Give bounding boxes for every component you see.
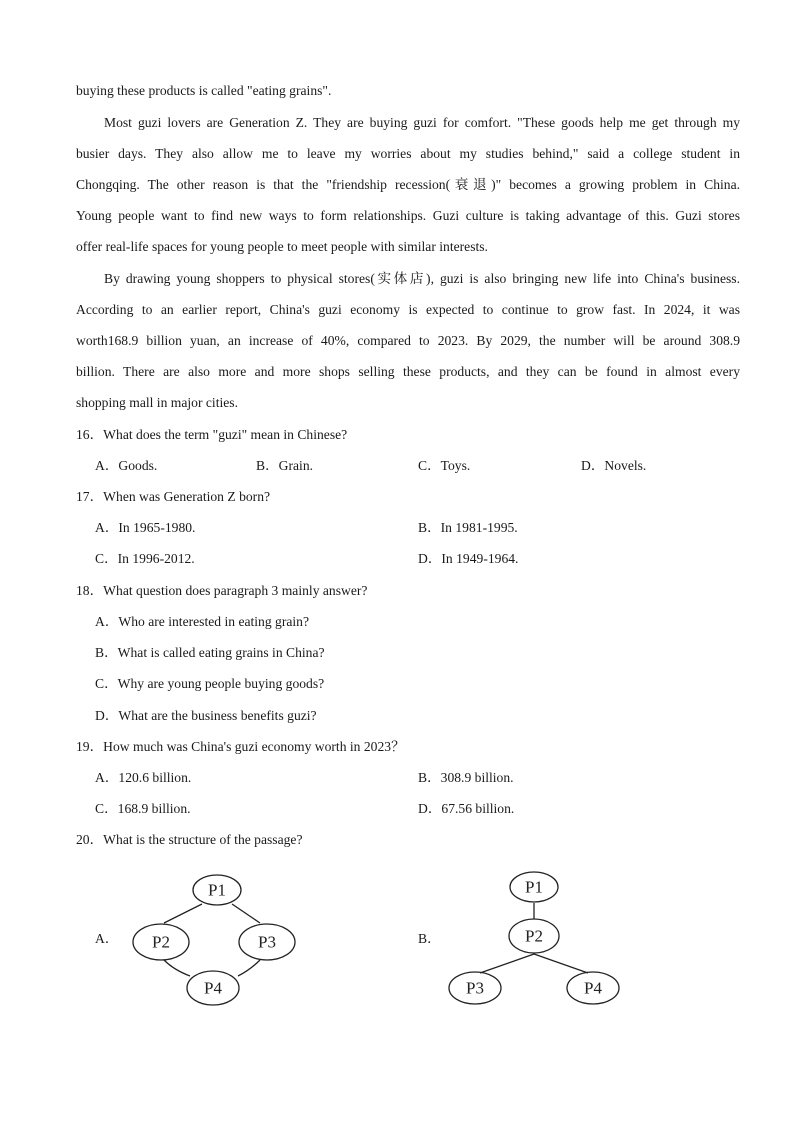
question-stem: 17．When was Generation Z born? [76,489,271,504]
passage-line: offer real-life spaces for young people to meet people with similar interests. [76,239,488,254]
option-a[interactable]: A． [95,931,119,946]
option-d[interactable]: D．What are the business benefits guzi? [95,708,317,723]
connector-line [164,960,190,976]
option-d[interactable]: D．Novels. [581,458,647,473]
option-a[interactable]: A．120.6 billion. [95,770,192,785]
option-c[interactable]: C．Why are young people buying goods? [95,676,325,691]
connector-line [534,954,588,973]
passage-line: billion. There are also more and more shops selling these products, and they can be found in almost every [76,364,740,379]
option-c[interactable]: C．168.9 billion. [95,801,191,816]
option-d[interactable]: D．67.56 billion. [418,801,515,816]
option-a[interactable]: A．Who are interested in eating grain? [95,614,310,629]
option-b[interactable]: B．What is called eating grains in China? [95,645,325,660]
question-stem: 18．What question does paragraph 3 mainly answer? [76,583,368,598]
option-d[interactable]: D．In 1949-1964. [418,551,519,566]
connector-line [232,904,260,923]
question-stem: 16．What does the term "guzi" mean in Chinese? [76,427,348,442]
connector-line [164,904,202,923]
passage-line: busier days. They also allow me to leave my worries about my studies behind," said a college student in [76,146,740,161]
option-b[interactable]: B．308.9 billion. [418,770,514,785]
structure-diagram-a [120,866,310,1011]
option-b[interactable]: B．Grain. [256,458,314,473]
node-label: P4 [584,978,602,998]
connector-line [480,954,534,973]
node-label: P3 [466,978,484,998]
passage-line: worth168.9 billion yuan, an increase of 40%, compared to 2023. By 2029, the number will be around 308.9 [76,333,740,348]
question-stem: 20．What is the structure of the passage? [76,832,303,847]
option-c[interactable]: C．In 1996-2012. [95,551,195,566]
connector-line [238,960,260,976]
node-label: P1 [208,880,226,900]
node-label: P2 [525,926,543,946]
option-a[interactable]: A．In 1965-1980. [95,520,196,535]
passage-line: By drawing young shoppers to physical stores(实体店), guzi is also bringing new life into China's business. [104,271,740,286]
question-stem: 19．How much was China's guzi economy worth in 2023？ [76,739,405,754]
option-a[interactable]: A．Goods. [95,458,158,473]
node-label: P1 [525,877,543,897]
option-b[interactable]: B．In 1981-1995. [418,520,518,535]
node-label: P2 [152,932,170,952]
passage-line: According to an earlier report, China's guzi economy is expected to continue to grow fast. In 2024, it was [76,302,740,317]
passage-line: Chongqing. The other reason is that the "friendship recession(衰退)" becomes a growing problem in China. [76,177,740,192]
node-label: P3 [258,932,276,952]
passage-line: shopping mall in major cities. [76,395,238,410]
option-b[interactable]: B． [418,931,441,946]
structure-diagram-b [440,866,630,1011]
passage-line: Young people want to find new ways to form relationships. Guzi culture is taking advantage of this. Guzi stores [76,208,740,223]
option-c[interactable]: C．Toys. [418,458,471,473]
node-label: P4 [204,978,222,998]
passage-line: buying these products is called "eating grains". [76,83,332,98]
passage-line: Most guzi lovers are Generation Z. They are buying guzi for comfort. "These goods help me get through my [104,115,740,130]
